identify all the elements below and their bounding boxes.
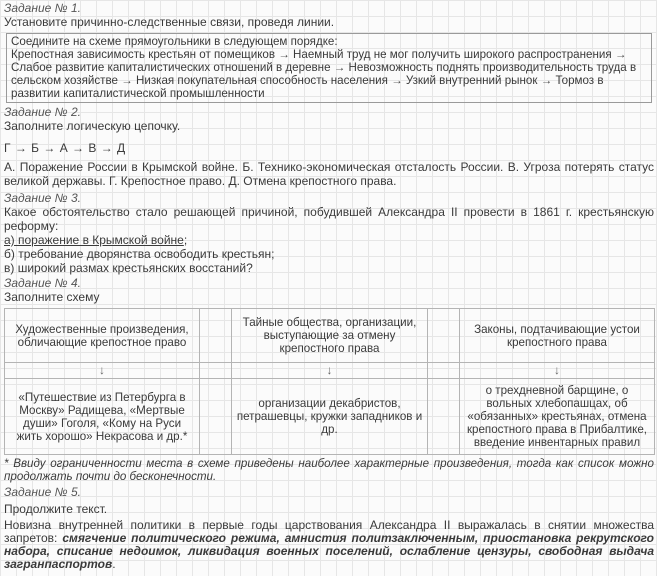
scheme-gap bbox=[428, 309, 460, 363]
task3-question: Какое обстоятельство стало решающей причиной, побудившей Александра II провести в 1861 г. крестьянскую реформу: bbox=[4, 205, 654, 233]
scheme-body-societies: организации декабристов, петрашевцы, кружки западников и др. bbox=[232, 379, 428, 455]
down-arrow-icon: ↓ bbox=[460, 363, 655, 379]
down-arrow-icon: ↓ bbox=[232, 363, 428, 379]
task1-box-line: Соедините на схеме прямоугольники в следующем порядке: bbox=[11, 35, 338, 48]
scheme-header-works: Художественные произведения, обличающие крепостное право bbox=[5, 309, 200, 363]
task4-instruction: Заполните схему bbox=[4, 290, 100, 304]
task4-heading: Задание № 4. bbox=[4, 276, 81, 290]
task5-text bbox=[4, 519, 654, 571]
task1-box-line: развитии капиталистической промышленности bbox=[11, 87, 265, 100]
task4-scheme bbox=[4, 308, 655, 455]
task5-end: . bbox=[112, 557, 116, 571]
task5-heading: Задание № 5. bbox=[4, 485, 81, 499]
task1-box-line: Слабое развитие капиталистических отношений в деревне → Невозможность поднять производительность труда в bbox=[11, 61, 637, 74]
scheme-gap bbox=[200, 309, 232, 363]
scheme-body-works: «Путешествие из Петербурга в Москву» Радищева, «Мертвые души» Гоголя, «Кому на Руси жить хорошо» Некрасова и др.* bbox=[5, 379, 200, 455]
scheme-header-societies: Тайные общества, организации, выступающие за отмену крепостного права bbox=[232, 309, 428, 363]
task3-option-a-suffix: ; bbox=[183, 233, 188, 247]
task2-instruction: Заполните логическую цепочку. bbox=[4, 119, 181, 133]
task1-heading: Задание № 1. bbox=[4, 1, 81, 15]
task1-box-line: Крепостная зависимость крестьян от помещиков → Наемный труд не мог получить широкого распространения → bbox=[11, 48, 627, 61]
scheme-header-row bbox=[5, 309, 655, 363]
task5-instruction: Продолжите текст. bbox=[4, 502, 108, 516]
scheme-arrow-row bbox=[5, 363, 655, 379]
task1-box-line: сельском хозяйстве → Низкая покупательная способность населения → Узкий внутренний рынок → Тормоз в bbox=[11, 74, 604, 87]
task5-intro: Новизна внутренней политики в первые годы царствования Александра II выражалась в снятии множества запретов: bbox=[4, 518, 654, 545]
task2-text: А. Поражение России в Крымской войне. Б. Технико-экономическая отсталость России. В. Угроза потерять статус великой державы. Г. Крепостное право. Д. Отмена крепостного права. bbox=[4, 160, 654, 188]
worksheet bbox=[0, 1, 657, 571]
task2-chain: Г → Б → А → В → Д bbox=[4, 141, 126, 155]
task1-box bbox=[6, 33, 652, 103]
task1-instruction: Установите причинно-следственные связи, проведя линии. bbox=[4, 15, 335, 29]
task4-footnote: * Ввиду ограниченности места в схеме приведены наиболее характерные произведения, тогда как список можно продолжать почти до бесконечности. bbox=[4, 457, 654, 483]
scheme-header-laws: Законы, подтачивающие устои крепостного права bbox=[460, 309, 655, 363]
task5-answer: смягчение политического режима, амнистия политзаключенным, приостановка рекрутского набора, списание недоимок, ликвидация военных поселений, ослабление цензуры, свободная выдача загранпаспортов bbox=[4, 531, 654, 571]
task3-option-a-answer: а) поражение в Крымской войне bbox=[4, 233, 184, 247]
scheme-gap bbox=[428, 363, 460, 379]
task3-option-b: б) требование дворянства освободить крестьян; bbox=[4, 247, 275, 261]
scheme-gap bbox=[200, 379, 232, 455]
down-arrow-icon: ↓ bbox=[5, 363, 200, 379]
scheme-gap bbox=[200, 363, 232, 379]
task3-option-c: в) широкий размах крестьянских восстаний? bbox=[4, 261, 253, 275]
scheme-body-row bbox=[5, 379, 655, 455]
scheme-gap bbox=[428, 379, 460, 455]
task3-heading: Задание № 3. bbox=[4, 191, 81, 205]
task2-heading: Задание № 2. bbox=[4, 105, 81, 119]
scheme-body-laws: о трехдневной барщине, о вольных хлебопашцах, об «обязанных» крестьянах, отмена крепостного права в Прибалтике, введение инвентарных правил bbox=[460, 379, 655, 455]
task3-option-a bbox=[4, 233, 654, 247]
